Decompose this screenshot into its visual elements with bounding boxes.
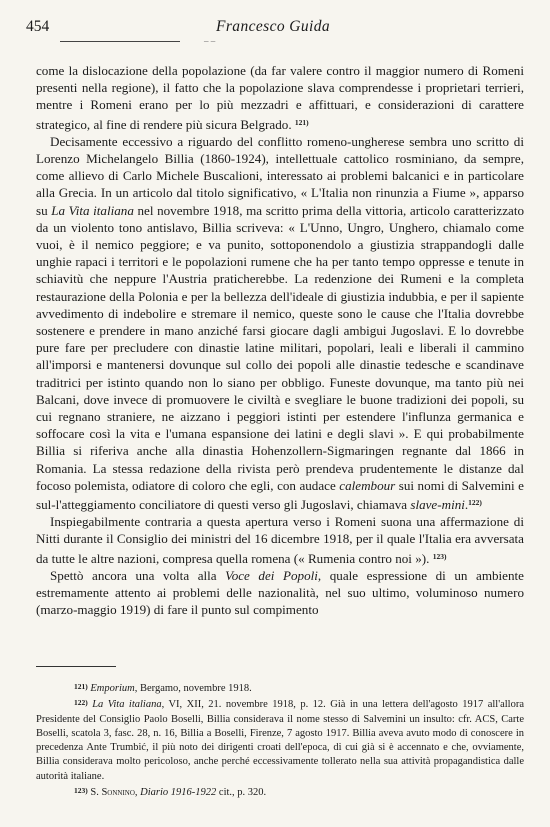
footnote-text: cit., p. 320. xyxy=(216,787,267,799)
footnote-122 xyxy=(36,696,524,784)
paragraph-1-text: come la dislocazione della popolazione (da far valere contro il maggior numero di Romeni presenti nella regione), il fatto che la popolazione slava comprendesse i proprietari terrieri, mentre i Romeni erano per lo più mezzadri e affittuari, e considerazioni di carattere strategico, al fine di rendere più sicura Belgrado. xyxy=(36,63,524,132)
paragraph-2 xyxy=(36,133,524,513)
footnote-ref-121: 121) xyxy=(294,117,309,127)
paragraph-2-text-d: . xyxy=(464,497,469,513)
paragraph-3 xyxy=(36,513,524,567)
page-header xyxy=(26,18,524,44)
paragraph-3-text: Inspiegabilmente contraria a questa apertura verso i Romeni suona una affermazione di Nitti durante il Consiglio dei ministri del 16 dicembre 1918, per il quale l'Italia era avversata da tutte le altre nazioni, compresa quella romena (« Rumenia contro noi »). xyxy=(36,514,524,566)
footnote-italic: Emporium xyxy=(90,683,135,694)
footnote-ref-123: 123) xyxy=(432,551,447,561)
running-head: Francesco Guida xyxy=(216,18,331,35)
body-text xyxy=(36,62,524,619)
paragraph-2-text-b: nel novembre 1918, ma scritto prima della vittoria, articolo caratterizzato da un violento tono antislavo, Billia scriveva: « L'Unno, Ungro, Unghero, chiamalo come vuoi, è il nemico peggiore; e va punito, sottoponendolo a giustizia strappandogli dalle unghie rapaci i territori e le popolazioni rumene che ha per tanto tempo oppresse e tenute in schiavitù che neppure l'Austria praticherebbe. La redenzione dei Rumeni e la completa restaurazione della Polonia e per la bellezza dell'ideale di giustizia indubbia, e per il sapiente avvedimento di indebolire e stremare il nemico, queste sono le cause che l'Italia dovrebbe sostenere e prendere in mano anziché farsi giocare dagli ambigui Jugoslavi. E lo dovrebbe pure fare per precludere con dinastie latine militari, popolari, leali e liberali il cammino all'imporsi e mantenersi dovunque sul collo dei popoli alle dinastie tedesche e scandinave traditrici per istinto quando non lo siano per obbligo. Funeste dovunque, ma tanto più nei Balcani, dove invece di promuovere le civiltà e svegliare le buone tradizioni dei popoli, su cui regnano straniere, ne aizzano i peggiori istinti per estendere l'influnza germanica e soffocare così la vita e l'umana espansione dei latini e degli slavi ». E qui probabilmente Billia si riferiva anche alla dinastia Hohenzollern-Sigmaringen regnante dal 1866 in Romania. La stessa redazione della rivista però prendeva prudentemente le distanze dal focoso polemista, odiatore di coloro che egli, con audace xyxy=(36,202,524,493)
journal-title-voce: Voce dei Popoli xyxy=(225,567,318,583)
italic-calembour: calembour xyxy=(339,477,396,493)
footnote-italic: La Vita italiana xyxy=(92,699,162,711)
header-mark: – – xyxy=(204,36,216,46)
journal-title: La Vita italiana xyxy=(51,202,134,218)
page-number: 454 xyxy=(26,18,50,35)
header-rule xyxy=(60,41,180,42)
paragraph-4 xyxy=(36,567,524,619)
footnote-number: 123) xyxy=(74,786,88,796)
footnote-text: , VI, XII, 21. novembre 1918, p. 12. Già in una lettera dell'agosto 1917 all'allora Presidente del Consiglio Paolo Boselli, Billia considerava il nome stesso di Salvemini un insulto: cfr. ACS, Carte Boselli, scatola 3, fasc. 28, n. 16, Billia a Boselli, Firenze, 7 agosto 1917. Billia aveva avuto modo di conoscere in precedenza Ante Trumbić, il più noto dei dirigenti croati dell'epoca, di cui già si è accennato e che, ovviamente, Billia considerava molto pericoloso, anche perché eccessivamente tollerato nella sua attività propagandistica dalle autorità italiane. xyxy=(36,699,524,782)
italic-slavemini: slave-mini xyxy=(410,497,465,513)
paragraph-2-text-a: Decisamente eccessivo a riguardo del conflitto romeno-ungherese sembra uno scritto di Lorenzo Michelangelo Billia (1860-1924), intellettuale cattolico rosminiano, da sempre, come allievo di Carlo Michele Buscalioni, interessato ai problemi balcanici e in particolare alla Grecia. In un articolo dal titolo significativo, « L'Italia non rinunzia a Fiume », apparso su xyxy=(36,133,524,218)
footnote-ref-122: 122) xyxy=(468,498,482,508)
footnote-number: 121) xyxy=(74,682,88,691)
paragraph-2-text-c: sui nomi di Salvemini e sul-l'atteggiamento conciliatore di questi verso gli Jugoslavi, chiamava xyxy=(36,477,524,513)
paragraph-4-text-b: , quale espressione di un ambiente estremamente attento ai problemi delle nazionalità, nel suo ultimo, voluminoso numero (marzo-maggio 1919) di fare il punto sul compimento xyxy=(36,567,524,618)
paragraph-4-text-a: Spettò ancora una volta alla xyxy=(50,567,226,583)
footnote-number: 122) xyxy=(74,698,88,708)
footnote-separator xyxy=(36,666,116,667)
footnote-author: S. Sonnino xyxy=(90,787,135,799)
paragraph-1 xyxy=(36,62,524,133)
footnote-text: , Bergamo, novembre 1918. xyxy=(134,683,252,694)
footnotes xyxy=(36,680,524,800)
footnote-italic: Diario 1916-1922 xyxy=(140,787,217,799)
footnote-123: 123) S. Sonnino, Diario 1916-1922 cit., p. 320. xyxy=(74,786,267,799)
footnote-121 xyxy=(36,680,524,696)
